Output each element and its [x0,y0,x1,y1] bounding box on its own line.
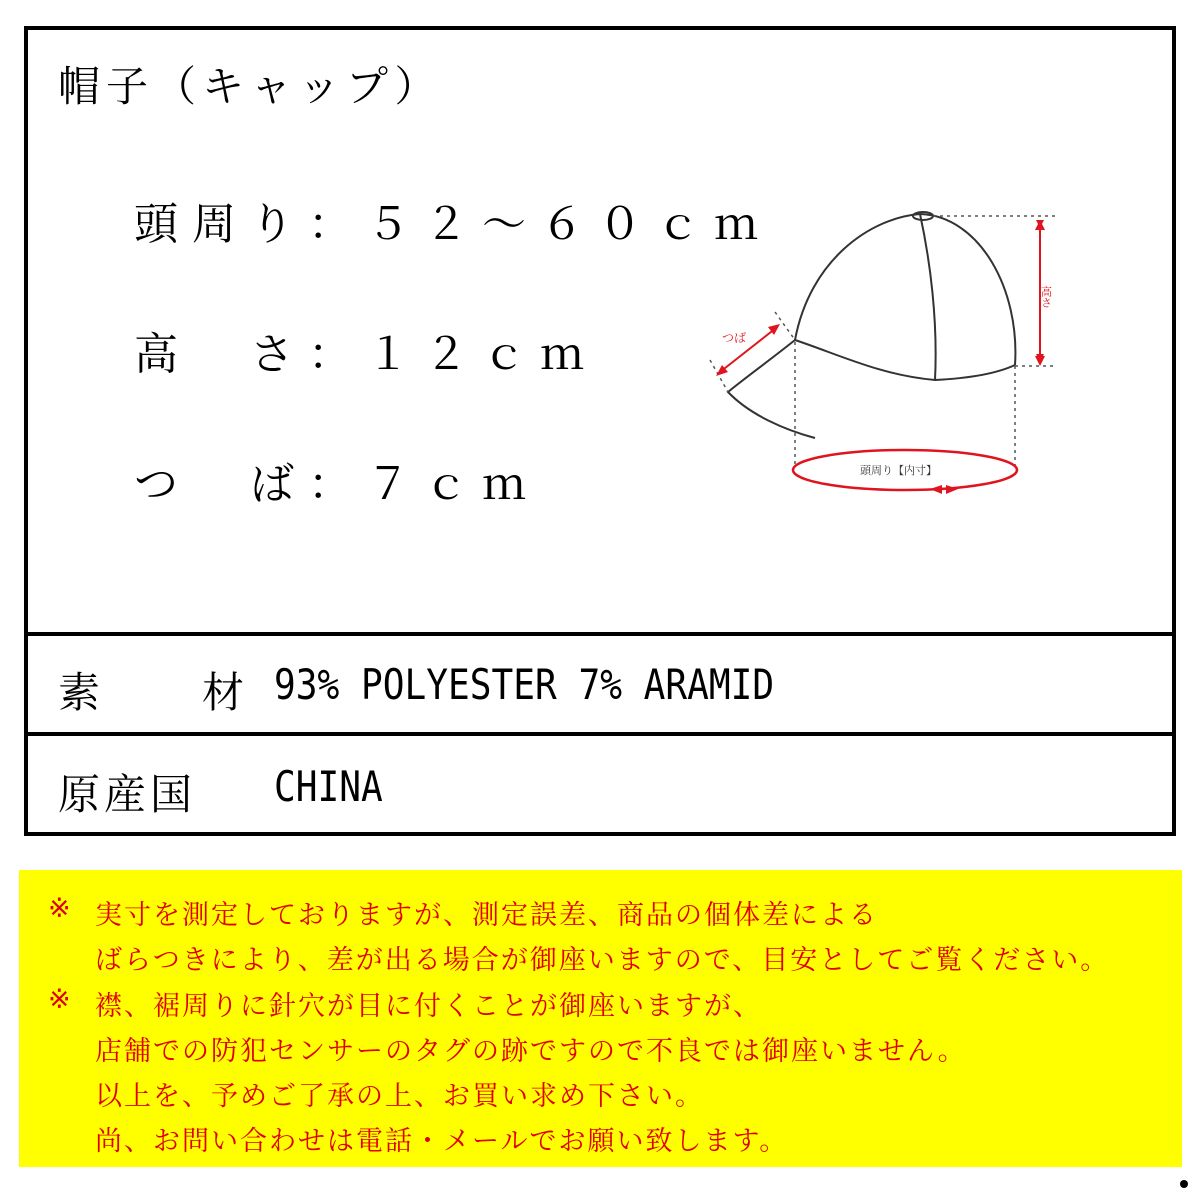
notice-mark: ※ [48,893,71,924]
spec-label: 頭周り： [134,199,366,250]
spec-value: ５２～６０ｃｍ [366,199,772,250]
circumference-label: 頭周り【内寸】 [860,464,937,477]
material-value: 93% POLYESTER 7% ARAMID [274,660,775,709]
divider [24,732,1176,736]
cap-outline [728,212,1015,438]
notice-line: 以上を、予めご了承の上、お買い求め下さい。 [95,1081,704,1112]
spec-value: １２ｃｍ [366,329,598,380]
notice-line: 尚、お問い合わせは電話・メールでお願い致します。 [95,1126,789,1157]
spec-label: つ ば： [134,459,366,510]
notice-line: 襟、裾周りに針穴が目に付くことが御座いますが、 [95,991,762,1022]
spec-circumference [134,188,772,252]
divider [24,632,1176,636]
corner-dot [1180,1180,1188,1188]
brim-label: つば [722,331,747,345]
notice-mark: ※ [48,984,71,1015]
notice-line: 店舗での防犯センサーのタグの跡ですので不良では御座いません。 [95,1036,967,1067]
spec-brim [134,448,540,512]
origin-value: CHINA [274,762,383,811]
origin-label: 原産国 [58,770,197,819]
notice-line: ばらつきにより、差が出る場合が御座いますので、目安としてご覧ください。 [95,945,1110,976]
page-title: 帽子（キャップ） [58,62,443,111]
spec-value: ７ｃｍ [366,459,540,510]
spec-height [134,318,598,382]
notice-line: 実寸を測定しておりますが、測定誤差、商品の個体差による [95,900,878,931]
cap-diagram [690,200,1090,510]
height-label: 高さ [1039,286,1053,308]
spec-label: 高 さ： [134,329,366,380]
material-label: 素 材 [58,668,275,717]
